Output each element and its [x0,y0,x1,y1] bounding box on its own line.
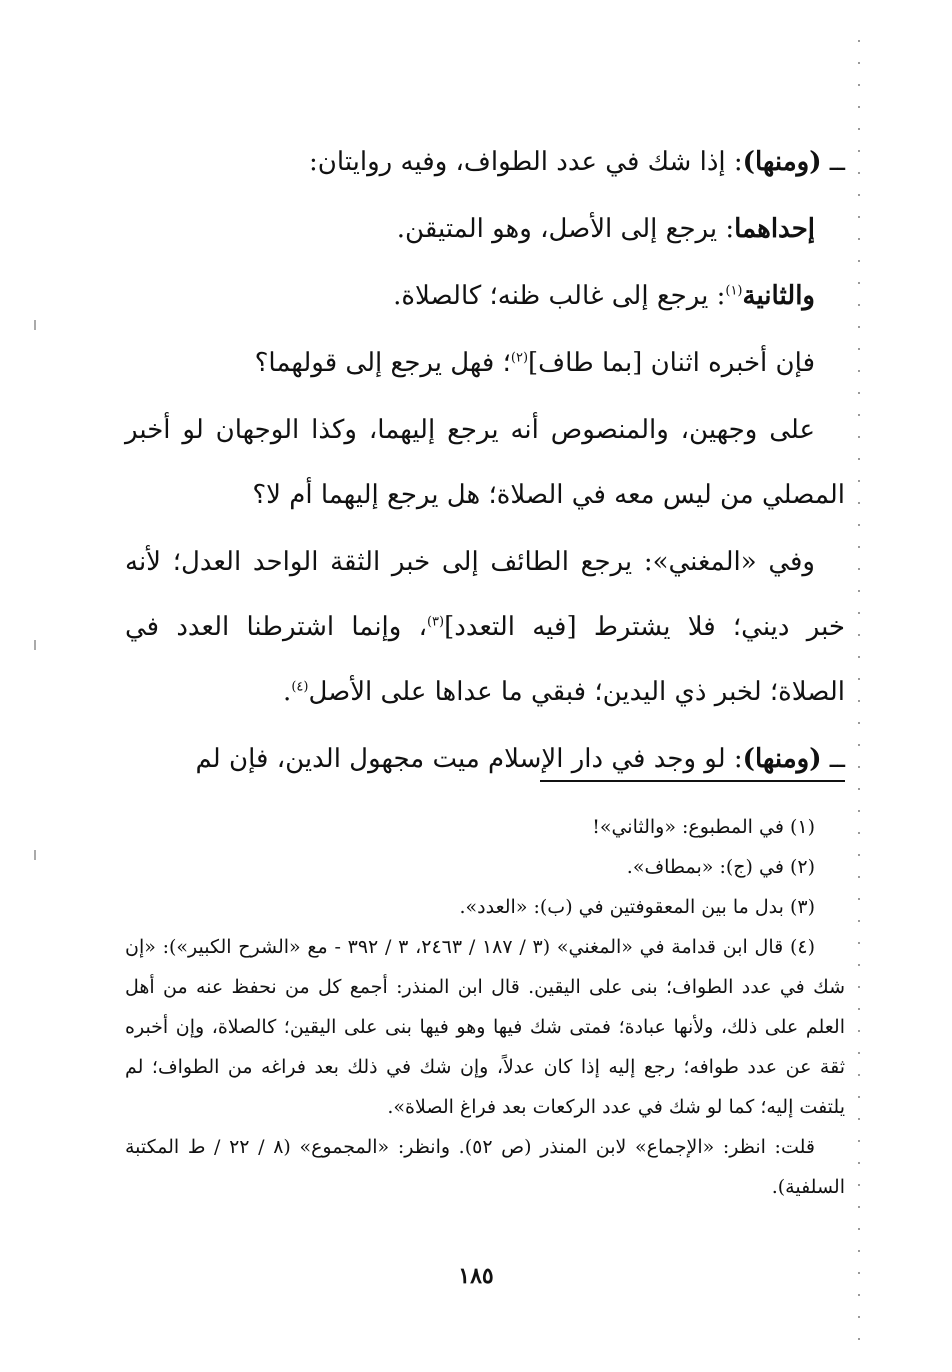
paragraph-text: فإن أخبره اثنان [بما طاف] [528,348,815,378]
paragraph-2 [125,197,845,262]
margin-dotted-line [858,40,860,1350]
dash: ــ [829,147,845,177]
footnote-4: (٤) قال ابن قدامة في «المغني» (٣ / ١٨٧ / ٢٤٦٣، ٣ / ٣٩٢ - مع «الشرح الكبير»): «إن شك في عدد الطواف؛ بنى على اليقين. قال ابن المنذر: أجمع كل من نحفظ عنه من أهل العلم على ذلك، ولأنها عبادة؛ فمتى شك فيها وهو فيها بنى على اليقين؛ كالصلاة، وإن أخبره ثقة عن عدد طوافه؛ رجع إليه إذا كان عدلاً، وإن شك في ذلك بعد فراغه من الطواف؛ لم يلتفت إليه؛ كما لو شك في عدد الركعات بعد فراغ الصلاة». [125,936,845,1118]
paragraph-text: : إذا شك في عدد الطواف، وفيه روايتان: [309,147,743,177]
main-text [125,130,845,792]
footnotes [125,807,845,1207]
paragraph-heading: (ومنها) [742,147,822,177]
paragraph-1 [125,130,845,195]
paragraph-5 [125,398,845,528]
footnote-separator [540,780,845,782]
paragraph-heading: (ومنها) [742,744,822,774]
paragraph-text: وفي «المغني»: يرجع الطائف إلى خبر الثقة الواحد العدل؛ لأنه خبر ديني؛ فلا يشترط [فيه التعدد] [125,547,845,642]
footnote-ref[interactable]: (١) [725,283,743,299]
margin-mark [34,640,36,650]
paragraph-text: : يرجع إلى الأصل، وهو المتيقن. [396,214,735,244]
footnote-ref[interactable]: (٤) [291,679,309,695]
footnote-note: قلت: انظر: «الإجماع» لابن المنذر (ص ٥٢). وانظر: «المجموع» (٨ / ٢٢ / ط المكتبة السلفية). [125,1136,845,1198]
paragraph-text: ، وإنما اشترطنا العدد في الصلاة؛ لخبر ذي اليدين؛ فبقي ما عداها على الأصل [125,612,845,707]
paragraph-text: : لو وجد في دار الإسلام ميت مجهول الدين، فإن لم [195,744,743,774]
paragraph-heading: إحداهما [734,214,815,244]
paragraph-text: : يرجع إلى غالب ظنه؛ كالصلاة. [393,281,726,311]
margin-mark [34,850,36,860]
paragraph-6 [125,530,845,725]
paragraph-7 [125,727,845,792]
period: . [283,677,292,707]
paragraph-heading: والثانية [742,281,815,311]
footnote-ref[interactable]: (٢) [510,350,529,366]
footnote-3: (٣) بدل ما بين المعقوفتين في (ب): «العدد». [459,896,815,918]
page-number: ١٨٥ [458,1263,494,1289]
paragraph-text: ؛ فهل يرجع إلى قولهما؟ [254,348,511,378]
footnote-ref[interactable]: (٣) [426,614,445,630]
footnote-1: (١) في المطبوع: «والثاني»! [592,816,815,838]
footnote-2: (٢) في (ج): «بمطاف». [626,856,815,878]
paragraph-text: على وجهين، والمنصوص أنه يرجع إليهما، وكذا الوجهان لو أخبر المصلي من ليس معه في الصلاة؛ هل يرجع إليهما أم لا؟ [125,415,845,510]
dash: ــ [829,744,845,774]
margin-mark [34,320,36,330]
paragraph-3 [125,264,845,329]
paragraph-4 [125,331,845,396]
